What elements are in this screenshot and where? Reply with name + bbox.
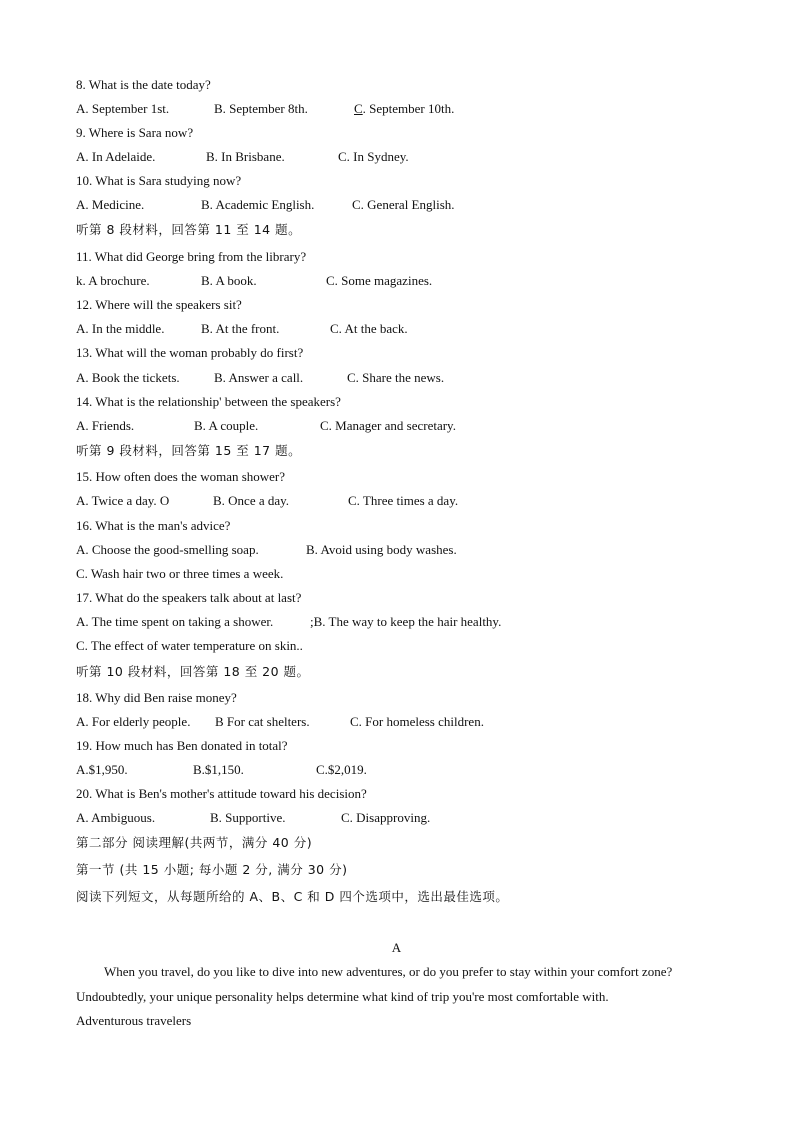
option-a: A.$1,950. [76,762,128,777]
option-a: A. Medicine. [76,197,145,212]
section-header: 听第 9 段材料，回答第 15 至 17 题。 [76,443,302,458]
question-stem: 8. What is the date today? [76,77,211,92]
question-stem: 16. What is the man's advice? [76,518,231,533]
question-stem: 18. Why did Ben raise money? [76,690,237,705]
option-c: C. Some magazines. [326,273,433,288]
option-a: k. A brochure. [76,273,150,288]
passage-subheading: Adventurous travelers [76,1013,192,1028]
option-c: C. Wash hair two or three times a week. [76,566,284,581]
question-stem: 9. Where is Sara now? [76,125,194,140]
passage-line: When you travel, do you like to dive into new adventures, or do you prefer to stay within your comfort zone? [104,964,673,979]
question-stem: 15. How often does the woman shower? [76,469,286,484]
option-b: B. Avoid using body washes. [306,542,457,557]
option-b: B. A couple. [194,418,259,433]
question-stem: 14. What is the relationship' between the speakers? [76,394,341,409]
passage-line: Undoubtedly, your unique personality helps determine what kind of trip you're most comfortable with. [76,989,609,1004]
option-c: C. The effect of water temperature on skin.. [76,638,303,653]
question-stem: 17. What do the speakers talk about at last? [76,590,302,605]
option-c: C. At the back. [330,321,408,336]
option-b: B. Academic English. [201,197,315,212]
section-title: 第一节 (共 15 小题; 每小题 2 分, 满分 30 分) [76,862,348,877]
option-a: A. Book the tickets. [76,370,180,385]
part-title: 第二部分 阅读理解(共两节，满分 40 分) [76,835,313,850]
option-a: A. In Adelaide. [76,149,156,164]
option-b: B. Supportive. [210,810,286,825]
option-a: A. Choose the good-smelling soap. [76,542,259,557]
option-a: A. September 1st. [76,101,170,116]
question-stem: 20. What is Ben's mother's attitude toward his decision? [76,786,367,801]
section-header: 听第 8 段材料，回答第 11 至 14 题。 [76,222,302,237]
option-b: ;B. The way to keep the hair healthy. [310,614,502,629]
option-c: C. General English. [352,197,455,212]
option-c: C. Disapproving. [341,810,431,825]
option-a: A. For elderly people. [76,714,191,729]
option-c: C.$2,019. [316,762,367,777]
option-a: A. The time spent on taking a shower. [76,614,274,629]
option-b: B. Once a day. [213,493,290,508]
option-b: B. September 8th. [214,101,308,116]
option-a: A. In the middle. [76,321,165,336]
option-b: B. At the front. [201,321,280,336]
option-b: B. A book. [201,273,257,288]
option-c: C. For homeless children. [350,714,484,729]
option-a: A. Twice a day. O [76,493,170,508]
section-header: 听第 10 段材料，回答第 18 至 20 题。 [76,664,310,679]
question-stem: 19. How much has Ben donated in total? [76,738,288,753]
passage-label: A [391,940,402,955]
option-b: B For cat shelters. [215,714,310,729]
option-a: A. Ambiguous. [76,810,156,825]
option-c: C. Share the news. [347,370,445,385]
option-a: A. Friends. [76,418,135,433]
option-b: B. In Brisbane. [206,149,285,164]
option-c: C. Three times a day. [348,493,459,508]
instruction: 阅读下列短文，从每题所给的 A、B、C 和 D 四个选项中，选出最佳选项。 [76,889,509,904]
option-c-text: . September 10th. [362,101,455,116]
option-c: C. Manager and secretary. [320,418,456,433]
question-stem: 13. What will the woman probably do first? [76,345,304,360]
question-stem: 11. What did George bring from the library? [76,249,307,264]
option-c [354,101,454,117]
option-b: B. Answer a call. [214,370,304,385]
option-c-letter: C [354,101,363,116]
option-b: B.$1,150. [193,762,244,777]
question-stem: 12. Where will the speakers sit? [76,297,242,312]
option-c: C. In Sydney. [338,149,409,164]
question-stem: 10. What is Sara studying now? [76,173,242,188]
